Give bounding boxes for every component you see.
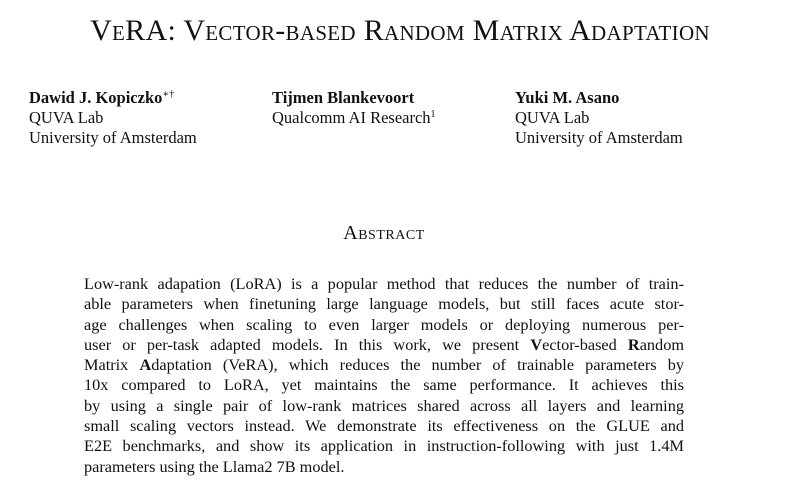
abstract-text: daptation (VeRA), which reduces the number of trainable parameters by [151, 355, 684, 375]
author-block-2 [272, 88, 436, 128]
emphasis-letter: R [627, 334, 640, 354]
author-name: Dawid J. Kopiczko [29, 88, 163, 107]
affiliation-footnote-mark: 1 [430, 109, 436, 120]
abstract-line: Low-rank adapation (LoRA) is a popular method that reduces the number of train- [84, 274, 684, 293]
abstract-text: Matrix [84, 355, 140, 375]
abstract-heading: Abstract [343, 222, 425, 244]
abstract-line: 10x compared to LoRA, yet maintains the same performance. It achieves this [84, 375, 684, 395]
abstract-line: able parameters when finetuning large language models, but still faces acute stor- [84, 294, 684, 314]
abstract-text: user or per-task adapted models. In this work, we present [84, 334, 531, 354]
emphasis-letter: V [530, 334, 543, 354]
abstract-line [84, 335, 684, 355]
emphasis-letter: A [139, 355, 152, 375]
abstract-line [84, 355, 684, 375]
author-affiliation: QUVA Lab [515, 108, 590, 127]
abstract-text: andom [639, 334, 684, 354]
author-block-1 [29, 88, 197, 148]
author-footnote-mark: ∗† [162, 89, 175, 100]
author-name: Yuki M. Asano [515, 88, 620, 107]
author-affiliation: Qualcomm AI Research [272, 108, 431, 127]
author-block-3 [515, 88, 683, 148]
author-name: Tijmen Blankevoort [272, 88, 415, 107]
abstract-text: ector-based [542, 334, 628, 354]
abstract-line: by using a single pair of low-rank matrices shared across all layers and learning [84, 395, 684, 415]
paper-title: VeRA: Vector-based Random Matrix Adaptation [90, 14, 710, 47]
author-affiliation: University of Amsterdam [515, 128, 683, 147]
abstract-body [84, 274, 684, 477]
abstract-line: small scaling vectors instead. We demonstrate its effectiveness on the GLUE and [84, 416, 684, 436]
author-affiliation: University of Amsterdam [29, 128, 197, 147]
abstract-line: age challenges when scaling to even larger models or deploying numerous per- [84, 314, 684, 334]
abstract-line: parameters using the Llama2 7B model. [84, 456, 345, 476]
abstract-line: E2E benchmarks, and show its application in instruction-following with just 1.4M [84, 436, 684, 456]
author-affiliation: QUVA Lab [29, 108, 104, 127]
